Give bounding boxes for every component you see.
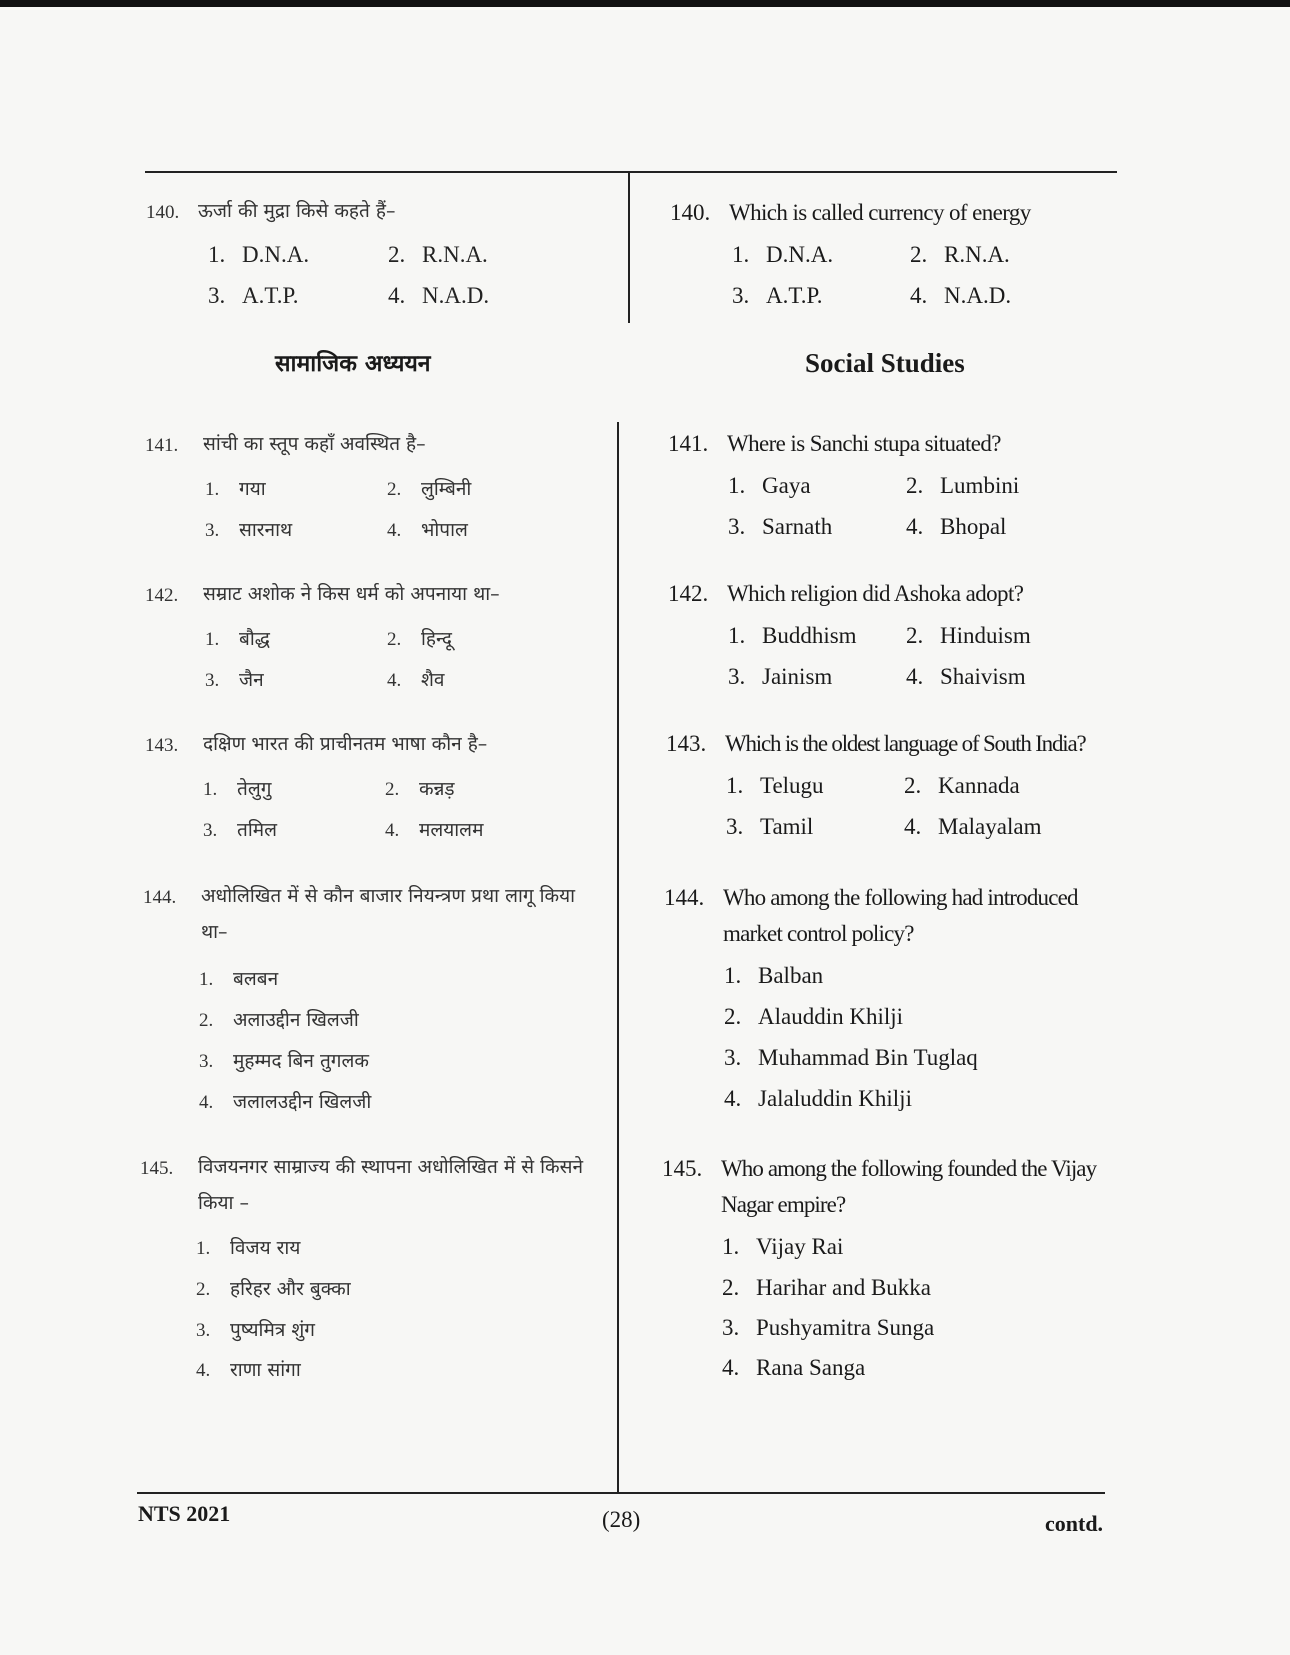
- hindi-question-144: [143, 884, 613, 1114]
- question-text: Which is the oldest language of South India?: [725, 731, 1086, 756]
- option-3: 3. Sarnath: [728, 514, 833, 539]
- footer-continued: contd.: [1045, 1511, 1104, 1536]
- option-2: 2. हिन्दू: [387, 628, 452, 650]
- question-text: सांची का स्तूप कहाँ अवस्थित है–: [203, 433, 426, 455]
- option-3: 3. मुहम्मद बिन तुगलक: [199, 1050, 369, 1072]
- option-1: 1. D.N.A.: [732, 242, 834, 267]
- question-number: 141.: [668, 431, 709, 456]
- english-question-141: [668, 430, 1108, 540]
- option-4: 4. Malayalam: [904, 814, 1042, 839]
- question-text: Who among the following founded the Vijay Nagar empire?: [721, 1156, 1097, 1217]
- option-2: 2. अलाउद्दीन खिलजी: [199, 1009, 359, 1031]
- question-number: 145.: [140, 1158, 174, 1179]
- bottom-rule: [137, 1492, 1105, 1494]
- option-1: 1. D.N.A.: [208, 242, 310, 267]
- option-1: 1. Telugu: [726, 773, 824, 798]
- question-text: Where is Sanchi stupa situated?: [727, 431, 1001, 456]
- option-3: 3. Jainism: [728, 664, 833, 689]
- option-3: 3. सारनाथ: [205, 519, 293, 541]
- option-2: 2. हरिहर और बुक्का: [196, 1278, 351, 1300]
- option-2: 2. Harihar and Bukka: [722, 1275, 931, 1300]
- option-3: 3. Pushyamitra Sunga: [722, 1315, 935, 1340]
- option-4: 4. शैव: [387, 669, 445, 691]
- option-3: 3. पुष्यमित्र शुंग: [196, 1319, 315, 1341]
- hindi-question-140: [146, 199, 606, 309]
- question-text: ऊर्जा की मुद्रा किसे कहते हैं–: [198, 200, 396, 222]
- option-4: 4. Shaivism: [906, 664, 1026, 689]
- option-2: 2. Hinduism: [906, 623, 1031, 648]
- option-1: 1. Balban: [724, 963, 824, 988]
- option-1: 1. Gaya: [728, 473, 811, 498]
- option-4: 4. राणा सांगा: [196, 1359, 301, 1381]
- option-3: 3. A.T.P.: [732, 283, 823, 308]
- question-number: 140.: [146, 202, 180, 223]
- option-1: 1. बलबन: [199, 968, 279, 990]
- column-divider-top: [628, 171, 630, 323]
- question-number: 140.: [670, 200, 711, 225]
- question-number: 143.: [666, 731, 707, 756]
- question-number: 142.: [145, 585, 179, 606]
- option-2: 2. R.N.A.: [388, 242, 488, 267]
- option-2: 2. कन्नड़: [385, 778, 455, 800]
- option-2: 2. लुम्बिनी: [387, 478, 472, 500]
- question-text: Which religion did Ashoka adopt?: [727, 581, 1024, 606]
- english-question-143: [666, 730, 1116, 840]
- option-3: 3. तमिल: [203, 819, 277, 841]
- english-section-title: Social Studies: [805, 348, 965, 378]
- option-2: 2. Kannada: [904, 773, 1020, 798]
- option-1: 1. Vijay Rai: [722, 1234, 844, 1259]
- question-text: सम्राट अशोक ने किस धर्म को अपनाया था–: [203, 583, 500, 605]
- option-4: 4. N.A.D.: [910, 283, 1012, 308]
- option-2: 2. Alauddin Khilji: [724, 1004, 904, 1029]
- option-4: 4. जलालउद्दीन खिलजी: [199, 1091, 372, 1113]
- option-1: 1. Buddhism: [728, 623, 857, 648]
- question-number: 143.: [145, 735, 179, 756]
- question-number: 145.: [662, 1156, 703, 1181]
- option-4: 4. Rana Sanga: [722, 1355, 866, 1380]
- question-number: 144.: [143, 887, 177, 908]
- option-3: 3. Tamil: [726, 814, 814, 839]
- option-3: 3. A.T.P.: [208, 283, 299, 308]
- hindi-question-143: [145, 732, 605, 842]
- english-question-142: [668, 580, 1108, 690]
- option-1: 1. तेलुगु: [203, 778, 272, 800]
- option-2: 2. Lumbini: [906, 473, 1020, 498]
- hindi-section-title: सामाजिक अध्ययन: [275, 351, 431, 377]
- option-4: 4. भोपाल: [387, 519, 468, 541]
- question-text: दक्षिण भारत की प्राचीनतम भाषा कौन है–: [203, 733, 488, 755]
- hindi-question-141: [145, 432, 605, 542]
- question-text: अधोलिखित में से कौन बाजार नियन्त्रण प्रथा लागू किया था–: [201, 885, 576, 943]
- question-number: 141.: [145, 435, 179, 456]
- footer-page-number: (28): [602, 1507, 641, 1532]
- option-3: 3. Muhammad Bin Tuglaq: [724, 1045, 978, 1070]
- option-4: 4. N.A.D.: [388, 283, 490, 308]
- question-text: विजयनगर साम्राज्य की स्थापना अधोलिखित में से किसने किया –: [198, 1156, 583, 1214]
- option-1: 1. विजय राय: [196, 1237, 301, 1259]
- option-4: 4. मलयालम: [385, 819, 484, 841]
- option-2: 2. R.N.A.: [910, 242, 1010, 267]
- option-1: 1. बौद्ध: [205, 628, 270, 650]
- option-3: 3. जैन: [205, 669, 264, 691]
- question-number: 144.: [664, 885, 705, 910]
- hindi-question-142: [145, 582, 605, 692]
- question-text: Which is called currency of energy: [729, 200, 1031, 225]
- hindi-question-145: [140, 1155, 610, 1385]
- question-text: Who among the following had introduced market control policy?: [723, 885, 1078, 946]
- option-1: 1. गया: [205, 478, 266, 500]
- question-number: 142.: [668, 581, 709, 606]
- option-4: 4. Bhopal: [906, 514, 1007, 539]
- english-question-144: [664, 884, 1114, 1114]
- english-question-140: [670, 199, 1110, 309]
- top-border: [0, 0, 1290, 7]
- top-rule: [145, 171, 1117, 173]
- option-4: 4. Jalaluddin Khilji: [724, 1086, 912, 1111]
- column-divider-main: [617, 422, 619, 1492]
- footer-exam-code: NTS 2021: [138, 1501, 231, 1526]
- english-question-145: [662, 1155, 1112, 1385]
